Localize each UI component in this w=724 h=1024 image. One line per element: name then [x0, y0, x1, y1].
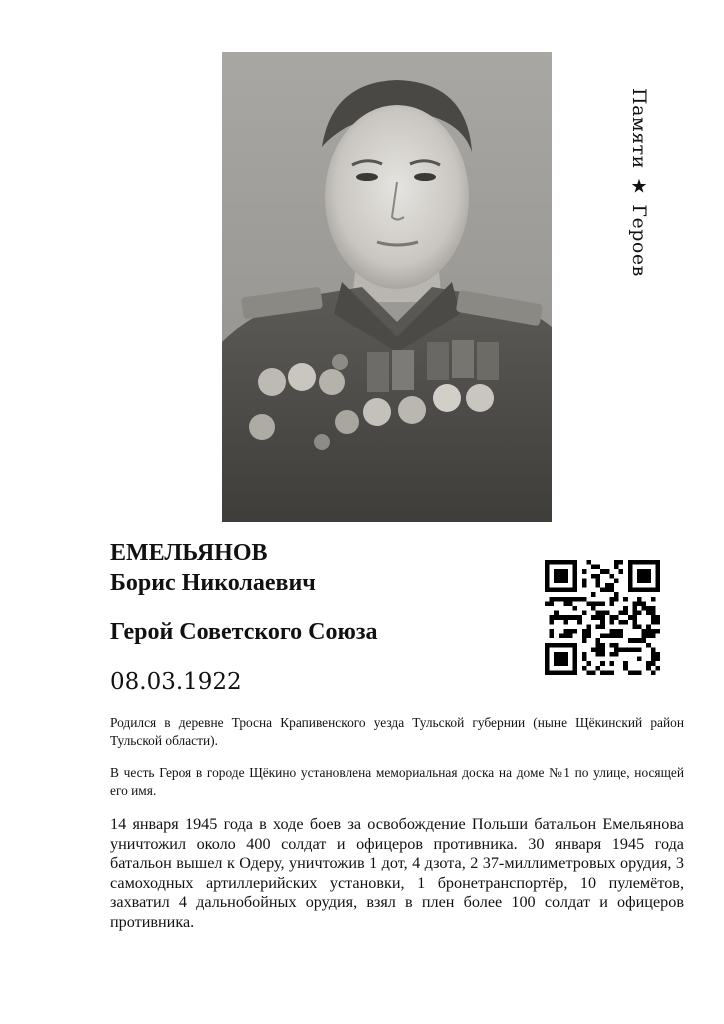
- portrait-photo: [222, 52, 552, 522]
- person-surname: ЕМЕЛЬЯНОВ: [110, 540, 268, 566]
- person-given-name: Борис Николаевич: [110, 570, 316, 596]
- hero-title: Герой Советского Союза: [110, 619, 378, 645]
- birth-date: 08.03.1922: [110, 669, 242, 695]
- qr-code-icon[interactable]: [545, 560, 660, 675]
- biography-paragraph-birthplace: Родился в деревне Тросна Крапивенского уезда Тульской губернии (ныне Щёкинский район Тульской области).: [110, 715, 684, 748]
- side-label: Памяти ★ Героев: [628, 88, 650, 277]
- biography-paragraph-memorial: В честь Героя в городе Щёкино установлена мемориальная доска на доме №1 по улице, носящей его имя.: [110, 765, 684, 798]
- biography-paragraph-combat: 14 января 1945 года в ходе боев за освобождение Польши батальон Емельянова уничтожил около 400 солдат и офицеров противника. 30 января 1945 года батальон вышел к Одеру, уничтожив 1 дот, 4 дзота, 2 37-миллиметровых орудия, 3 самоходных артиллерийских установки, 1 бронетранспортёр, 10 пулемётов, захватил 4 дальнобойных орудия, взял в плен более 100 солдат и офицеров противника.: [110, 815, 684, 931]
